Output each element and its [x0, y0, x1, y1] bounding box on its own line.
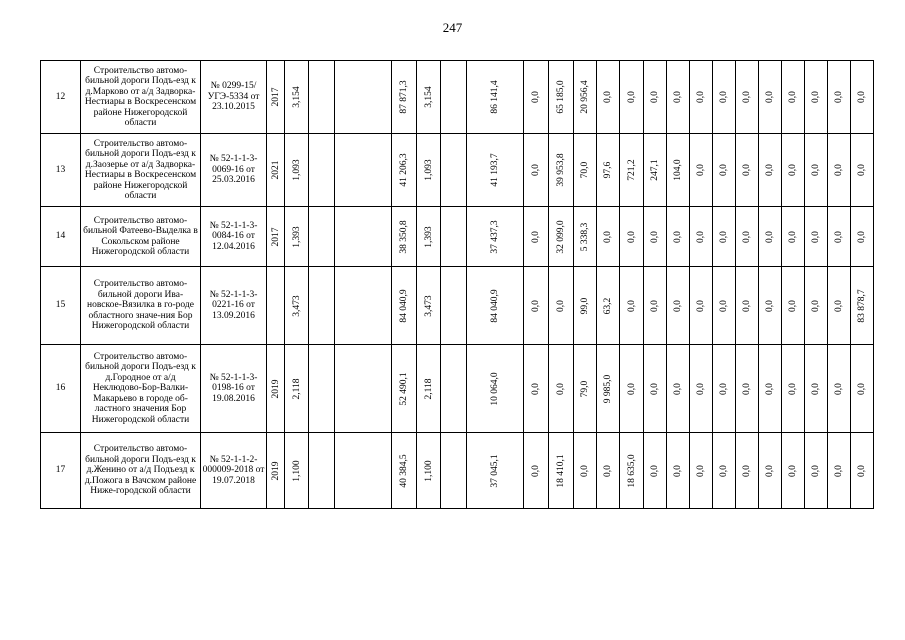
value-cell — [690, 61, 713, 134]
cell-value: 0,0 — [672, 299, 683, 312]
value-cell — [828, 134, 851, 207]
cell-value: 0,0 — [530, 91, 541, 103]
value-cell — [690, 267, 713, 345]
value-cell — [620, 207, 644, 267]
value-cell — [309, 134, 335, 207]
value-cell — [597, 267, 620, 345]
value-cell — [549, 207, 574, 267]
value-cell — [524, 207, 549, 267]
cell-value: 1,093 — [423, 159, 434, 181]
value-cell — [267, 134, 285, 207]
cell-value: 0,0 — [718, 91, 729, 103]
value-cell — [736, 134, 759, 207]
value-cell — [417, 345, 441, 433]
cell-value: 0,0 — [649, 382, 660, 395]
cell-value: 0,0 — [718, 299, 729, 312]
table-row — [41, 433, 874, 509]
value-cell — [620, 61, 644, 134]
value-cell — [828, 433, 851, 509]
value-cell — [667, 61, 690, 134]
cell-value: 0,0 — [626, 299, 637, 312]
value-cell — [417, 61, 441, 134]
value-cell — [805, 267, 828, 345]
value-cell — [597, 433, 620, 509]
cell-value: 2019 — [270, 461, 281, 480]
value-cell — [267, 345, 285, 433]
value-cell — [392, 267, 417, 345]
cell-value: 70,0 — [579, 161, 590, 179]
value-cell — [441, 207, 467, 267]
value-cell — [309, 61, 335, 134]
cell-value: 0,0 — [695, 382, 706, 395]
cell-value: 0,0 — [741, 230, 752, 243]
value-cell — [736, 345, 759, 433]
cell-value: 0,0 — [649, 230, 660, 243]
value-cell — [597, 345, 620, 433]
cell-value: 0,0 — [764, 164, 775, 176]
value-cell — [620, 345, 644, 433]
cell-value: 0,0 — [649, 91, 660, 103]
cell-value: 0,0 — [787, 91, 798, 103]
value-cell — [644, 61, 667, 134]
cell-value: 0,0 — [741, 299, 752, 312]
cell-value: 0,0 — [530, 164, 541, 176]
cell-value: 0,0 — [530, 230, 541, 243]
value-cell — [549, 61, 574, 134]
cell-value: 0,0 — [810, 299, 821, 312]
value-cell — [392, 61, 417, 134]
value-cell — [782, 207, 805, 267]
value-cell — [851, 267, 874, 345]
value-cell — [267, 207, 285, 267]
value-cell — [759, 61, 782, 134]
cell-value: 3,473 — [291, 294, 302, 317]
cell-value: 2,118 — [291, 377, 302, 400]
row-number: 15 — [41, 267, 81, 345]
value-cell — [667, 207, 690, 267]
cell-value: 0,0 — [555, 382, 566, 395]
cell-value: 0,0 — [718, 464, 729, 477]
cell-value: 0,0 — [672, 464, 683, 477]
value-cell — [805, 61, 828, 134]
cell-value: 0,0 — [672, 91, 683, 103]
table-row — [41, 267, 874, 345]
value-cell — [335, 433, 392, 509]
cell-value: 0,0 — [695, 299, 706, 312]
cell-value: 63,2 — [602, 297, 613, 314]
cell-value: 41 193,7 — [489, 153, 500, 187]
cell-value: 18 410,1 — [555, 453, 566, 488]
value-cell — [597, 207, 620, 267]
value-cell — [736, 61, 759, 134]
value-cell — [267, 433, 285, 509]
page-number: 247 — [442, 20, 463, 35]
value-cell — [524, 61, 549, 134]
value-cell — [805, 134, 828, 207]
table-row — [41, 134, 874, 207]
cell-value: 0,0 — [649, 464, 660, 477]
cell-value: 0,0 — [626, 230, 637, 243]
cell-value: 0,0 — [602, 464, 613, 477]
value-cell — [524, 134, 549, 207]
cell-value: 3,473 — [423, 294, 434, 317]
row-number: 12 — [41, 61, 81, 134]
value-cell — [417, 433, 441, 509]
value-cell — [574, 433, 597, 509]
cell-value: 84 040,9 — [489, 288, 500, 323]
cell-value: 721,2 — [626, 159, 637, 181]
cell-value: 0,0 — [602, 91, 613, 103]
value-cell — [267, 267, 285, 345]
cell-value: 0,0 — [695, 464, 706, 477]
cell-value: 9 985,0 — [602, 374, 613, 403]
table-row — [41, 345, 874, 433]
cell-value: 0,0 — [810, 464, 821, 477]
row-number: 16 — [41, 345, 81, 433]
cell-value: 0,0 — [530, 299, 541, 312]
value-cell — [713, 345, 736, 433]
value-cell — [549, 433, 574, 509]
value-cell — [467, 345, 524, 433]
value-cell — [441, 433, 467, 509]
cell-value: 5 338,3 — [579, 222, 590, 251]
value-cell — [690, 345, 713, 433]
value-cell — [524, 433, 549, 509]
value-cell — [267, 61, 285, 134]
value-cell — [667, 345, 690, 433]
cell-value: 0,0 — [856, 382, 867, 395]
cell-value: 41 206,3 — [398, 153, 409, 187]
cell-value: 0,0 — [695, 164, 706, 176]
value-cell — [549, 267, 574, 345]
cell-value: 32 099,0 — [555, 219, 566, 254]
value-cell — [335, 345, 392, 433]
value-cell — [574, 207, 597, 267]
cell-value: 37 437,3 — [489, 219, 500, 254]
value-cell — [309, 207, 335, 267]
cell-value: 0,0 — [833, 164, 844, 176]
value-cell — [667, 267, 690, 345]
object-name: Строительство автомо-бильной дороги Подъ-езд к д.Марково от а/д Задворка-Нестиары в Воскресенском районе Нижегородской области — [81, 61, 201, 134]
cell-value: 83 878,7 — [856, 288, 867, 323]
cell-value: 1,100 — [291, 459, 302, 482]
value-cell — [644, 433, 667, 509]
value-cell — [309, 433, 335, 509]
value-cell — [805, 345, 828, 433]
value-cell — [467, 207, 524, 267]
cell-value: 65 185,0 — [555, 80, 566, 114]
cell-value: 86 141,4 — [489, 80, 500, 114]
cell-value: 0,0 — [833, 382, 844, 395]
cell-value: 0,0 — [764, 230, 775, 243]
table-row — [41, 61, 874, 134]
expertise-document: № 52-1-1-2-000009-2018 от 19.07.2018 — [201, 433, 267, 509]
value-cell — [828, 207, 851, 267]
cell-value: 0,0 — [718, 164, 729, 176]
value-cell — [620, 134, 644, 207]
value-cell — [851, 433, 874, 509]
value-cell — [574, 345, 597, 433]
value-cell — [285, 267, 309, 345]
cell-value: 1,393 — [423, 225, 434, 248]
value-cell — [759, 433, 782, 509]
value-cell — [805, 433, 828, 509]
value-cell — [828, 345, 851, 433]
value-cell — [620, 267, 644, 345]
value-cell — [441, 61, 467, 134]
cell-value: 37 045,1 — [489, 453, 500, 488]
value-cell — [574, 61, 597, 134]
value-cell — [309, 345, 335, 433]
value-cell — [441, 345, 467, 433]
value-cell — [597, 134, 620, 207]
cell-value: 0,0 — [530, 464, 541, 477]
value-cell — [392, 345, 417, 433]
cell-value: 0,0 — [833, 464, 844, 477]
cell-value: 0,0 — [764, 299, 775, 312]
value-cell — [441, 267, 467, 345]
value-cell — [524, 267, 549, 345]
value-cell — [759, 207, 782, 267]
cell-value: 0,0 — [672, 382, 683, 395]
cell-value: 84 040,9 — [398, 288, 409, 323]
cell-value: 247,1 — [649, 159, 660, 181]
value-cell — [759, 134, 782, 207]
value-cell — [574, 267, 597, 345]
cell-value: 0,0 — [810, 382, 821, 395]
value-cell — [335, 207, 392, 267]
value-cell — [644, 207, 667, 267]
cell-value: 3,154 — [423, 86, 434, 108]
value-cell — [690, 433, 713, 509]
cell-value: 0,0 — [787, 464, 798, 477]
value-cell — [441, 134, 467, 207]
cell-value: 0,0 — [856, 91, 867, 103]
value-cell — [759, 345, 782, 433]
value-cell — [782, 134, 805, 207]
cell-value: 1,100 — [423, 459, 434, 482]
value-cell — [736, 433, 759, 509]
cell-value: 20 956,4 — [579, 80, 590, 114]
value-cell — [467, 61, 524, 134]
cell-value: 0,0 — [787, 230, 798, 243]
cell-value: 0,0 — [626, 91, 637, 103]
value-cell — [549, 345, 574, 433]
cell-value: 0,0 — [787, 382, 798, 395]
cell-value: 0,0 — [718, 382, 729, 395]
cell-value: 2,118 — [423, 377, 434, 400]
value-cell — [851, 61, 874, 134]
cell-value: 2019 — [270, 379, 281, 398]
value-cell — [335, 61, 392, 134]
value-cell — [392, 207, 417, 267]
value-cell — [549, 134, 574, 207]
value-cell — [667, 433, 690, 509]
cell-value: 0,0 — [833, 299, 844, 312]
value-cell — [285, 433, 309, 509]
value-cell — [713, 134, 736, 207]
value-cell — [828, 267, 851, 345]
cell-value: 2017 — [270, 227, 281, 246]
expertise-document: № 52-1-1-3-0084-16 от 12.04.2016 — [201, 207, 267, 267]
value-cell — [782, 267, 805, 345]
cell-value: 3,154 — [291, 86, 302, 108]
value-cell — [759, 267, 782, 345]
cell-value: 0,0 — [741, 91, 752, 103]
cell-value: 0,0 — [579, 464, 590, 477]
value-cell — [782, 345, 805, 433]
value-cell — [285, 345, 309, 433]
expertise-document: № 0299-15/УГЭ-5334 от 23.10.2015 — [201, 61, 267, 134]
value-cell — [524, 345, 549, 433]
cell-value: 79,0 — [579, 380, 590, 397]
value-cell — [620, 433, 644, 509]
value-cell — [335, 267, 392, 345]
value-cell — [690, 207, 713, 267]
value-cell — [467, 433, 524, 509]
cell-value: 1,093 — [291, 159, 302, 181]
value-cell — [467, 267, 524, 345]
value-cell — [713, 207, 736, 267]
row-number: 14 — [41, 207, 81, 267]
value-cell — [309, 267, 335, 345]
cell-value: 87 871,3 — [398, 80, 409, 114]
cell-value: 0,0 — [741, 382, 752, 395]
value-cell — [644, 267, 667, 345]
object-name: Строительство автомо-бильной дороги Подъ-езд к д.Заозерье от а/д Задворка-Нестиары в Воскресенском районе Нижегородской области — [81, 134, 201, 207]
value-cell — [467, 134, 524, 207]
cell-value: 0,0 — [810, 164, 821, 176]
cell-value: 104,0 — [672, 159, 683, 181]
cell-value: 0,0 — [810, 91, 821, 103]
value-cell — [644, 345, 667, 433]
cell-value: 40 384,5 — [398, 453, 409, 488]
value-cell — [285, 134, 309, 207]
object-name: Строительство автомо-бильной дороги Подъ-езд к д.Женино от а/д Подъезд к д.Пожога в Вачском районе Ниже-городской области — [81, 433, 201, 509]
cell-value: 0,0 — [649, 299, 660, 312]
value-cell — [736, 207, 759, 267]
cell-value: 1,393 — [291, 225, 302, 248]
value-cell — [851, 345, 874, 433]
cell-value: 0,0 — [856, 230, 867, 243]
value-cell — [713, 267, 736, 345]
value-cell — [782, 61, 805, 134]
cell-value: 0,0 — [555, 299, 566, 312]
cell-value: 38 350,8 — [398, 219, 409, 254]
value-cell — [667, 134, 690, 207]
cell-value: 0,0 — [695, 91, 706, 103]
value-cell — [574, 134, 597, 207]
cell-value: 0,0 — [741, 164, 752, 176]
value-cell — [782, 433, 805, 509]
cell-value: 0,0 — [787, 164, 798, 176]
value-cell — [736, 267, 759, 345]
cell-value: 0,0 — [764, 382, 775, 395]
cell-value: 39 953,8 — [555, 153, 566, 187]
value-cell — [417, 267, 441, 345]
value-cell — [392, 134, 417, 207]
cell-value: 0,0 — [764, 464, 775, 477]
value-cell — [285, 207, 309, 267]
object-name: Строительство автомо-бильной Фатеево-Выделка в Сокольском районе Нижегородской области — [81, 207, 201, 267]
table-row — [41, 207, 874, 267]
value-cell — [417, 207, 441, 267]
row-number: 13 — [41, 134, 81, 207]
cell-value: 0,0 — [856, 464, 867, 477]
value-cell — [597, 61, 620, 134]
cell-value: 0,0 — [626, 382, 637, 395]
value-cell — [690, 134, 713, 207]
cell-value: 0,0 — [602, 230, 613, 243]
cell-value: 0,0 — [833, 91, 844, 103]
cell-value: 52 490,1 — [398, 371, 409, 406]
value-cell — [335, 134, 392, 207]
cell-value: 2017 — [270, 87, 281, 107]
expertise-document: № 52-1-1-3-0221-16 от 13.09.2016 — [201, 267, 267, 345]
cell-value: 0,0 — [764, 91, 775, 103]
cell-value: 0,0 — [672, 230, 683, 243]
expertise-document: № 52-1-1-3-0069-16 от 25.03.2016 — [201, 134, 267, 207]
cell-value: 0,0 — [530, 382, 541, 395]
cell-value: 97,6 — [602, 161, 613, 179]
object-name: Строительство автомо-бильной дороги Ива-новское-Вязилка в го-роде областного значе-ния Бор Нижегородской области — [81, 267, 201, 345]
value-cell — [851, 207, 874, 267]
cell-value: 0,0 — [787, 299, 798, 312]
cell-value: 0,0 — [695, 230, 706, 243]
value-cell — [392, 433, 417, 509]
cell-value: 0,0 — [856, 164, 867, 176]
value-cell — [713, 61, 736, 134]
cell-value: 0,0 — [718, 230, 729, 243]
value-cell — [644, 134, 667, 207]
value-cell — [285, 61, 309, 134]
cell-value: 0,0 — [810, 230, 821, 243]
value-cell — [805, 207, 828, 267]
value-cell — [828, 61, 851, 134]
object-name: Строительство автомо-бильной дороги Подъ-езд к д.Городное от а/д Неклюдово-Бор-Валки-Макарьево в городе об-ластного значения Бор Нижегородской области — [81, 345, 201, 433]
cell-value: 0,0 — [833, 230, 844, 243]
value-cell — [417, 134, 441, 207]
value-cell — [851, 134, 874, 207]
value-cell — [713, 433, 736, 509]
cell-value: 18 635,0 — [626, 453, 637, 488]
row-number: 17 — [41, 433, 81, 509]
expertise-document: № 52-1-1-3-0198-16 от 19.08.2016 — [201, 345, 267, 433]
cell-value: 2021 — [270, 160, 281, 180]
registry-table — [40, 60, 874, 509]
cell-value: 10 064,0 — [489, 371, 500, 406]
cell-value: 0,0 — [741, 464, 752, 477]
cell-value: 99,0 — [579, 297, 590, 314]
